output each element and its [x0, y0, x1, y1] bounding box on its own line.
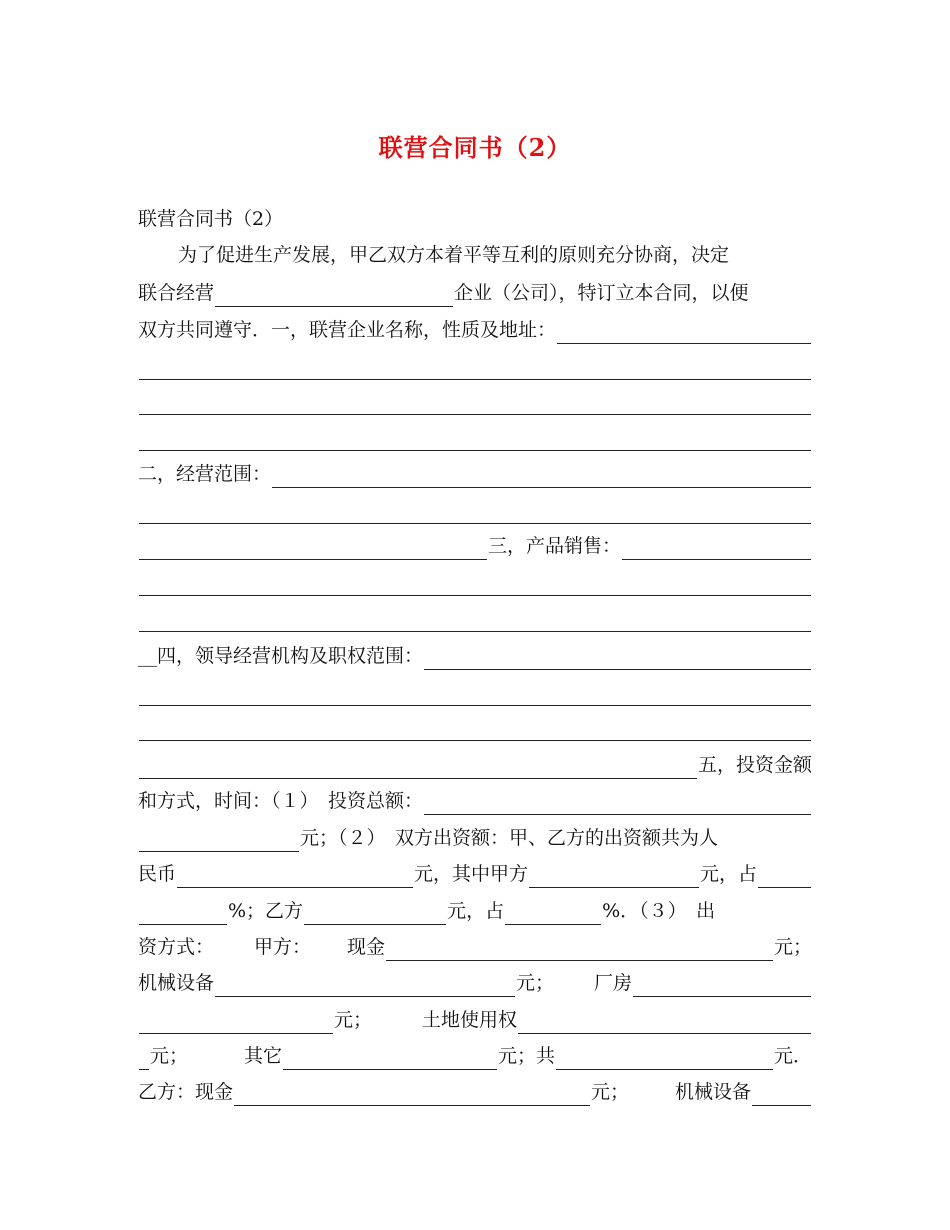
paragraph-text: 企业（公司），特订立本合同，以便 — [454, 282, 749, 304]
paragraph-text: 联合经营 — [138, 282, 215, 304]
blank-field[interactable] — [758, 865, 811, 888]
blank-field[interactable] — [557, 321, 811, 344]
paragraph-text: 资方式： — [138, 936, 215, 958]
section-heading: 三，产品销售： — [488, 535, 622, 557]
blank-field[interactable] — [139, 428, 811, 451]
investment-line-3 — [138, 860, 812, 888]
blank-line[interactable] — [138, 423, 812, 451]
section-prefix: __ — [138, 645, 157, 667]
investment-line-2 — [138, 824, 812, 852]
paragraph-text: 厂房 — [594, 972, 633, 994]
paragraph-text: 元； — [516, 972, 555, 994]
blank-line[interactable] — [138, 604, 812, 632]
blank-field[interactable] — [304, 902, 446, 925]
blank-field[interactable] — [139, 1047, 149, 1070]
blank-field[interactable] — [139, 501, 811, 524]
blank-field[interactable] — [505, 902, 601, 925]
blank-field[interactable] — [139, 1011, 333, 1034]
blank-field[interactable] — [139, 829, 299, 852]
paragraph-text: 元；共 — [498, 1045, 556, 1067]
paragraph-text: %．（３） 出 — [602, 900, 716, 922]
paragraph-text: 元； — [150, 1045, 189, 1067]
blank-field[interactable] — [622, 537, 811, 560]
investment-line-4 — [138, 897, 812, 925]
blank-field[interactable] — [139, 573, 811, 596]
paragraph-text: %；乙方 — [228, 900, 304, 922]
section-heading: 四，领导经营机构及职权范围： — [157, 645, 424, 667]
contribution-line-5 — [138, 1078, 812, 1106]
paragraph-text: 元，占 — [447, 900, 505, 922]
blank-line[interactable] — [138, 568, 812, 596]
blank-field[interactable] — [283, 1047, 497, 1070]
paragraph-text: 元； — [334, 1009, 373, 1031]
blank-field[interactable] — [139, 902, 227, 925]
section-heading: 二，经营范围： — [138, 463, 272, 485]
blank-line[interactable] — [138, 352, 812, 380]
blank-field[interactable] — [215, 284, 453, 307]
paragraph-line-2 — [138, 279, 812, 307]
section-3-line — [138, 532, 812, 560]
blank-field[interactable] — [234, 1083, 590, 1106]
blank-field[interactable] — [424, 792, 811, 815]
paragraph-line-3 — [138, 316, 812, 344]
investment-line — [138, 787, 812, 815]
paragraph-text: 甲方： — [254, 936, 312, 958]
blank-field[interactable] — [633, 974, 811, 997]
paragraph-text: 机械设备 — [675, 1081, 752, 1103]
blank-field[interactable] — [386, 938, 773, 961]
blank-field[interactable] — [215, 974, 515, 997]
section-heading: 五，投资金额 — [697, 754, 812, 776]
blank-field[interactable] — [424, 647, 811, 670]
paragraph-text: 元，占 — [700, 863, 758, 885]
paragraph-text: 现金 — [347, 936, 386, 958]
paragraph-text: 元． — [773, 1045, 812, 1067]
paragraph-text: 元； — [773, 936, 812, 958]
paragraph-text: 元； — [591, 1081, 630, 1103]
blank-field[interactable] — [139, 756, 697, 779]
blank-field[interactable] — [139, 718, 811, 741]
blank-field[interactable] — [139, 392, 811, 415]
paragraph-text: 民币 — [138, 863, 177, 885]
contribution-line-1 — [138, 933, 812, 961]
paragraph-line-1 — [138, 241, 812, 269]
subtitle-line — [138, 205, 812, 233]
paragraph-text: 土地使用权 — [422, 1009, 518, 1031]
blank-field[interactable] — [752, 1083, 811, 1106]
blank-field[interactable] — [529, 865, 699, 888]
blank-field[interactable] — [139, 537, 487, 560]
paragraph-text: 双方共同遵守．一，联营企业名称，性质及地址： — [138, 319, 557, 341]
blank-line[interactable] — [138, 496, 812, 524]
blank-field[interactable] — [518, 1011, 811, 1034]
subtitle-text: 联营合同书（2） — [138, 208, 284, 230]
contribution-line-2 — [138, 969, 812, 997]
blank-line[interactable] — [138, 678, 812, 706]
section-5-line — [138, 751, 812, 779]
paragraph-text: 乙方：现金 — [138, 1081, 234, 1103]
paragraph-text: 和方式，时间：（１） 投资总额： — [138, 790, 424, 812]
paragraph-text: 元，其中甲方 — [414, 863, 529, 885]
paragraph-text: 机械设备 — [138, 972, 215, 994]
blank-field[interactable] — [139, 683, 811, 706]
paragraph-text: 其它 — [244, 1045, 283, 1067]
blank-line[interactable] — [138, 387, 812, 415]
contribution-line-3 — [138, 1006, 812, 1034]
blank-line[interactable] — [138, 713, 812, 741]
paragraph-text: 为了促进生产发展，甲乙双方本着平等互利的原则充分协商，决定 — [178, 244, 730, 266]
blank-field[interactable] — [139, 609, 811, 632]
blank-field[interactable] — [272, 465, 811, 488]
blank-field[interactable] — [556, 1047, 773, 1070]
section-2-line — [138, 460, 812, 488]
paragraph-text: 元；（２） 双方出资额：甲、乙方的出资额共为人 — [300, 827, 719, 849]
section-4-line — [138, 642, 812, 670]
blank-field[interactable] — [177, 865, 413, 888]
contribution-line-4 — [138, 1042, 812, 1070]
document-title: 联营合同书（2） — [378, 133, 572, 162]
blank-field[interactable] — [139, 357, 811, 380]
